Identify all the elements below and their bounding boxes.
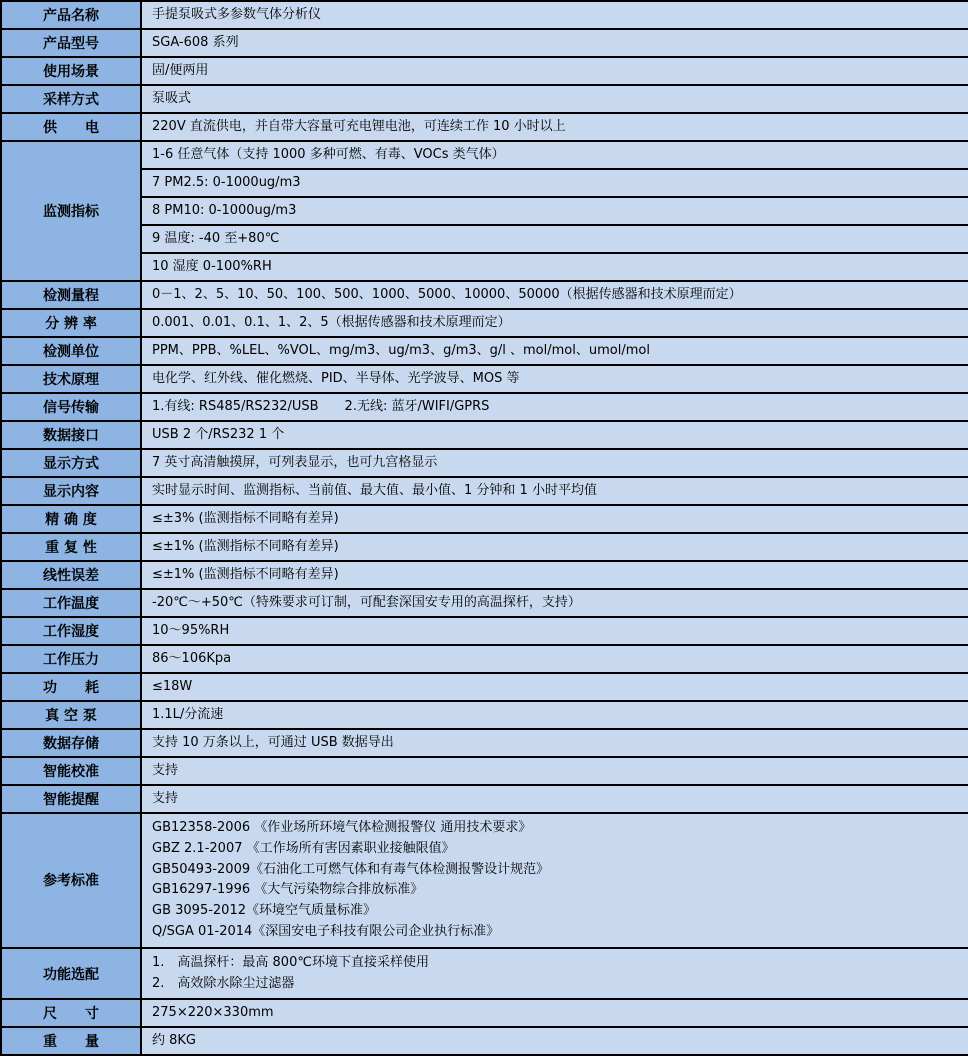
spec-label: 显示内容 [1, 477, 141, 505]
spec-value: 固/便两用 [141, 57, 968, 85]
spec-value: 1-6 任意气体（支持 1000 多种可燃、有毒、VOCs 类气体） [141, 141, 968, 169]
spec-row [1, 309, 968, 337]
spec-value: ≤±3% (监测指标不同略有差异) [141, 505, 968, 533]
spec-value: 实时显示时间、监测指标、当前值、最大值、最小值、1 分钟和 1 小时平均值 [141, 477, 968, 505]
spec-value: ≤±1% (监测指标不同略有差异) [141, 561, 968, 589]
spec-value-line: GB50493-2009《石油化工可燃气体和有毒气体检测报警设计规范》 [152, 861, 550, 877]
spec-label: 功 耗 [1, 673, 141, 701]
spec-value: 8 PM10: 0-1000ug/m3 [141, 197, 968, 225]
spec-row [1, 169, 968, 197]
spec-value-line: GBZ 2.1-2007 《工作场所有害因素职业接触限值》 [152, 840, 455, 856]
spec-value-line: 1. 高温探杆：最高 800℃环境下直接采样使用 [152, 954, 429, 970]
spec-value: PPM、PPB、%LEL、%VOL、mg/m3、ug/m3、g/m3、g/l 、mol/mol、umol/mol [141, 337, 968, 365]
spec-row [1, 701, 968, 729]
spec-value: ≤±1% (监测指标不同略有差异) [141, 533, 968, 561]
spec-label: 尺 寸 [1, 999, 141, 1027]
spec-value: 7 PM2.5: 0-1000ug/m3 [141, 169, 968, 197]
spec-label: 真 空 泵 [1, 701, 141, 729]
spec-row [1, 113, 968, 141]
spec-row [1, 253, 968, 281]
spec-value: 电化学、红外线、催化燃烧、PID、半导体、光学波导、MOS 等 [141, 365, 968, 393]
spec-label: 监测指标 [1, 141, 141, 281]
spec-label: 技术原理 [1, 365, 141, 393]
spec-value: -20℃～+50℃（特殊要求可订制，可配套深国安专用的高温探杆，支持） [141, 589, 968, 617]
spec-row [1, 29, 968, 57]
spec-label: 重 复 性 [1, 533, 141, 561]
spec-value: 1.有线: RS485/RS232/USB 2.无线: 蓝牙/WIFI/GPRS [141, 393, 968, 421]
spec-row [1, 421, 968, 449]
spec-label: 工作湿度 [1, 617, 141, 645]
spec-value-line: Q/SGA 01-2014《深国安电子科技有限公司企业执行标准》 [152, 923, 500, 939]
spec-row [1, 281, 968, 309]
spec-row [1, 785, 968, 813]
spec-label: 使用场景 [1, 57, 141, 85]
spec-row [1, 225, 968, 253]
spec-value: 86～106Kpa [141, 645, 968, 673]
spec-value: 0－1、2、5、10、50、100、500、1000、5000、10000、50000（根据传感器和技术原理而定） [141, 281, 968, 309]
spec-label: 精 确 度 [1, 505, 141, 533]
spec-label: 智能提醒 [1, 785, 141, 813]
spec-value: 支持 [141, 785, 968, 813]
spec-label: 分 辨 率 [1, 309, 141, 337]
spec-label: 采样方式 [1, 85, 141, 113]
spec-value [141, 813, 968, 948]
spec-label: 检测单位 [1, 337, 141, 365]
spec-label: 显示方式 [1, 449, 141, 477]
spec-row [1, 813, 968, 948]
spec-row [1, 757, 968, 785]
spec-label: 重 量 [1, 1027, 141, 1055]
spec-row [1, 617, 968, 645]
spec-value: 1.1L/分流速 [141, 701, 968, 729]
spec-row [1, 645, 968, 673]
spec-label: 数据存储 [1, 729, 141, 757]
spec-row [1, 948, 968, 1000]
spec-value: 支持 10 万条以上，可通过 USB 数据导出 [141, 729, 968, 757]
spec-row [1, 477, 968, 505]
spec-value: 10～95%RH [141, 617, 968, 645]
spec-value: 10 湿度 0-100%RH [141, 253, 968, 281]
spec-row [1, 197, 968, 225]
spec-label: 工作压力 [1, 645, 141, 673]
spec-value: 0.001、0.01、0.1、1、2、5（根据传感器和技术原理而定） [141, 309, 968, 337]
spec-value: 9 温度: -40 至+80℃ [141, 225, 968, 253]
spec-value: 约 8KG [141, 1027, 968, 1055]
spec-row [1, 337, 968, 365]
spec-value: ≤18W [141, 673, 968, 701]
spec-label: 产品型号 [1, 29, 141, 57]
spec-value-line: GB12358-2006 《作业场所环境气体检测报警仪 通用技术要求》 [152, 820, 532, 835]
spec-row [1, 449, 968, 477]
spec-row [1, 505, 968, 533]
spec-row [1, 57, 968, 85]
spec-label: 供 电 [1, 113, 141, 141]
spec-value: 泵吸式 [141, 85, 968, 113]
spec-value: 7 英寸高清触摸屏，可列表显示，也可九宫格显示 [141, 449, 968, 477]
spec-label: 功能选配 [1, 948, 141, 1000]
spec-value-line: GB 3095-2012《环境空气质量标准》 [152, 903, 376, 919]
spec-row [1, 85, 968, 113]
spec-value: 手提泵吸式多参数气体分析仪 [141, 1, 968, 29]
spec-table-body [1, 1, 968, 1055]
spec-row [1, 141, 968, 169]
spec-label: 产品名称 [1, 1, 141, 29]
spec-row [1, 393, 968, 421]
spec-row [1, 533, 968, 561]
spec-row [1, 673, 968, 701]
spec-label: 线性误差 [1, 561, 141, 589]
spec-label: 工作温度 [1, 589, 141, 617]
spec-row [1, 589, 968, 617]
spec-label: 检测量程 [1, 281, 141, 309]
spec-value: 支持 [141, 757, 968, 785]
spec-row [1, 729, 968, 757]
spec-row [1, 1, 968, 29]
spec-value-line: 2. 高效除水除尘过滤器 [152, 975, 295, 991]
spec-value: USB 2 个/RS232 1 个 [141, 421, 968, 449]
spec-label: 智能校准 [1, 757, 141, 785]
spec-row [1, 365, 968, 393]
spec-value-line: GB16297-1996 《大气污染物综合排放标准》 [152, 882, 424, 898]
spec-value: 275×220×330mm [141, 999, 968, 1027]
spec-label: 参考标准 [1, 813, 141, 948]
spec-label: 信号传输 [1, 393, 141, 421]
spec-row [1, 561, 968, 589]
spec-row [1, 999, 968, 1027]
spec-value: SGA-608 系列 [141, 29, 968, 57]
spec-value [141, 948, 968, 1000]
spec-label: 数据接口 [1, 421, 141, 449]
spec-row [1, 1027, 968, 1055]
spec-value: 220V 直流供电，并自带大容量可充电锂电池，可连续工作 10 小时以上 [141, 113, 968, 141]
